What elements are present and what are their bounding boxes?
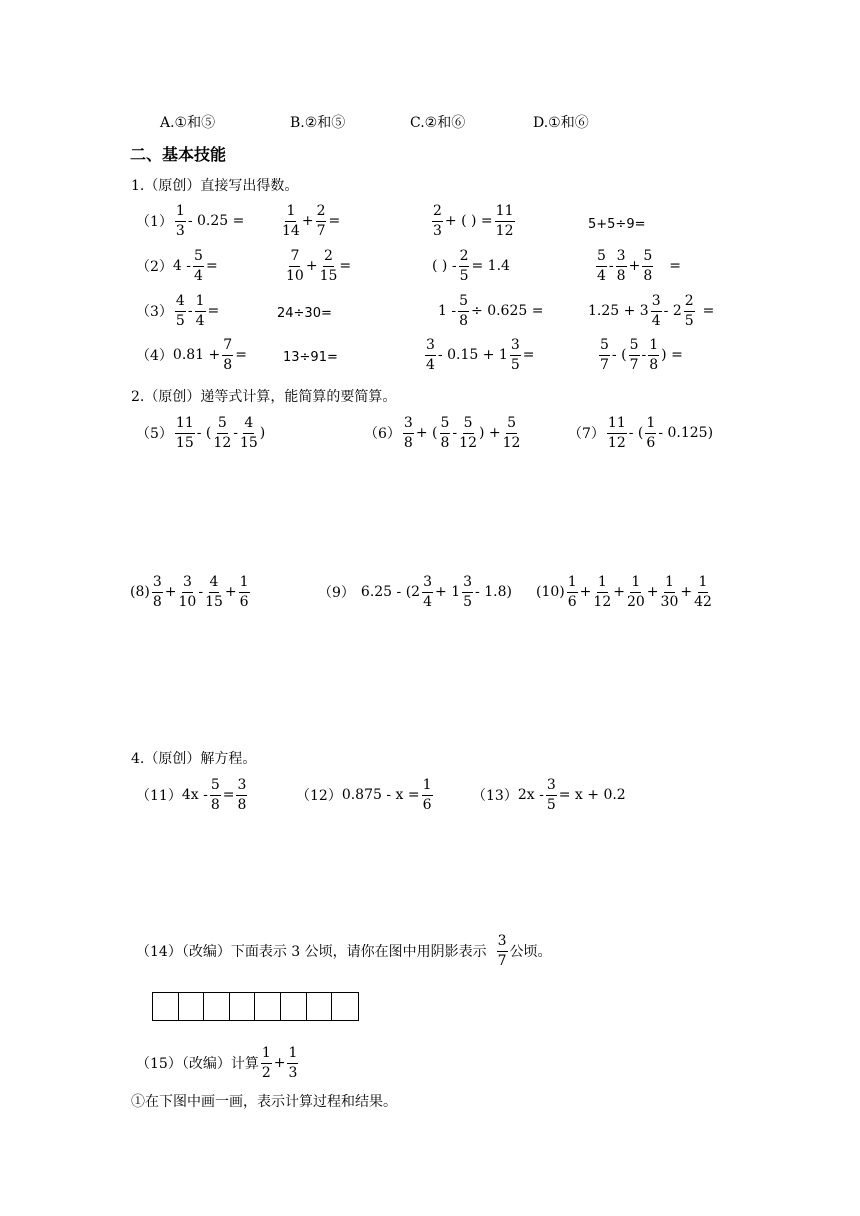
item-label: （13）: [472, 788, 518, 805]
denominator: 30: [660, 593, 679, 610]
expr-text: -: [452, 425, 458, 442]
fraction: [462, 575, 473, 609]
item-label: (8): [130, 584, 150, 601]
denominator: 5: [175, 312, 185, 329]
fraction: [205, 575, 223, 609]
problem-8: [130, 575, 252, 609]
fraction: [175, 204, 186, 238]
expr-text: - (: [628, 425, 644, 442]
numerator: 4: [175, 294, 186, 312]
q1-row3-item1: [136, 294, 219, 328]
fraction: [236, 778, 247, 812]
item-label: （9）: [318, 585, 355, 602]
expr-text: +: [301, 213, 314, 230]
expr-text: ): [259, 425, 266, 442]
denominator: 12: [502, 434, 521, 451]
grid-cell[interactable]: [179, 993, 205, 1020]
denominator: 8: [223, 356, 233, 373]
problem-6: [364, 416, 522, 450]
q1-row4-item3: [423, 338, 534, 372]
expr-text: =: [328, 213, 341, 230]
grid-cell[interactable]: [230, 993, 256, 1020]
denominator: 14: [282, 222, 300, 239]
numerator: 3: [497, 934, 508, 952]
expr-text: 0.81 +: [172, 347, 221, 364]
expr-text: -: [233, 425, 238, 442]
fraction: [316, 204, 327, 238]
fraction: [422, 778, 433, 812]
q1-row3-item3: [438, 294, 543, 328]
q1-row4-item1: [136, 338, 247, 372]
expr-text: 1.25 + 3: [588, 303, 649, 320]
numerator: 1: [567, 575, 578, 593]
expr-text: =: [522, 347, 535, 364]
q2-title: 2.（原创）递等式计算，能简算的要简算。: [131, 389, 397, 405]
fraction: [495, 204, 515, 238]
fraction: [210, 778, 221, 812]
expr-text: 4x -: [181, 787, 208, 804]
denominator: 3: [433, 222, 442, 239]
denominator: 4: [651, 312, 661, 329]
numerator: 1: [261, 1046, 272, 1064]
expr-text: +: [224, 584, 237, 601]
numerator: 3: [236, 778, 247, 796]
q1-row1-item4: 5+5÷9=: [588, 217, 646, 232]
expr-text: =: [222, 787, 235, 804]
fraction: [459, 416, 477, 450]
numerator: 5: [210, 778, 221, 796]
expr-text: ) +: [478, 425, 501, 442]
item-label: （1）: [136, 214, 173, 231]
fraction: [648, 338, 659, 372]
expr-text: -: [198, 584, 204, 601]
fraction: [607, 416, 627, 450]
q1-row2-item2: [284, 249, 351, 283]
numerator: 3: [510, 338, 521, 356]
expr-text: 2x -: [517, 787, 544, 804]
q1-row2-item3: [432, 249, 510, 283]
denominator: 4: [195, 312, 205, 329]
numerator: 1: [287, 1046, 298, 1064]
problem-text: （14）（改编）下面表示 3 公顷，请你在图中用阴影表示: [136, 944, 487, 961]
numerator: 7: [222, 338, 233, 356]
q1-row3-item4: [588, 294, 714, 328]
denominator: 15: [239, 434, 258, 451]
denominator: 5: [463, 593, 473, 610]
fraction: [510, 338, 521, 372]
numerator: 2: [684, 294, 695, 312]
numerator: 2: [316, 204, 327, 222]
expr-text: 6.25 - (2: [360, 584, 421, 601]
expr-text: +: [613, 584, 625, 601]
fraction: [645, 416, 656, 450]
expr-text: =: [339, 258, 352, 275]
expr-text: 0.875 - x =: [341, 787, 420, 804]
denominator: 7: [316, 222, 326, 239]
expr-text: = 1.4: [471, 258, 510, 275]
problem-13: [472, 778, 626, 812]
numerator: 1: [630, 575, 641, 593]
denominator: 10: [178, 593, 197, 610]
fraction: [261, 1046, 272, 1080]
fraction: [596, 249, 607, 283]
fraction: [175, 294, 186, 328]
fraction: [240, 416, 258, 450]
denominator: 7: [497, 952, 507, 969]
choice-a: A.①和⑤: [160, 115, 216, 131]
fraction: [684, 294, 695, 328]
numerator: 1: [239, 575, 250, 593]
denominator: 8: [237, 796, 247, 813]
fraction: [503, 416, 521, 450]
expr-text: -: [641, 347, 647, 364]
numerator: 5: [642, 249, 653, 267]
numerator: 5: [458, 294, 469, 312]
item-label: （11）: [136, 788, 182, 805]
denominator: 20: [626, 593, 645, 610]
expr-text: -: [187, 303, 193, 320]
fraction: [239, 575, 250, 609]
q15-instruction: ①在下图中画一画，表示计算过程和结果。: [131, 1094, 397, 1110]
expr-text: + ( ) =: [444, 213, 493, 230]
expr-text: +: [628, 258, 641, 275]
fraction: [694, 575, 712, 609]
q1-row1-item3: [430, 204, 517, 238]
q1-row1-item1: [136, 204, 244, 238]
fraction: [175, 416, 195, 450]
problem-5: [136, 416, 265, 450]
expr-text: - 1.8): [475, 584, 512, 601]
expr-text: ÷ 0.625 =: [471, 303, 544, 320]
expr-text: + 1: [435, 584, 461, 601]
grid-cell[interactable]: [204, 993, 230, 1020]
denominator: 8: [459, 312, 469, 329]
denominator: 8: [649, 356, 659, 373]
grid-cell[interactable]: [255, 993, 281, 1020]
expr-text: =: [235, 347, 247, 364]
q1-row1-item2: [280, 204, 340, 238]
expr-text: - 2: [663, 303, 682, 320]
expr-text: = x + 0.2: [558, 787, 626, 804]
denominator: 12: [495, 222, 514, 239]
numerator: 5: [440, 416, 451, 434]
denominator: 12: [213, 434, 232, 451]
numerator: 2: [459, 249, 470, 267]
numerator: 2: [432, 204, 443, 222]
denominator: 8: [210, 796, 220, 813]
denominator: 7: [629, 356, 639, 373]
q1-row2-item1: [136, 249, 218, 283]
numerator: 5: [506, 416, 517, 434]
expr-text: +: [680, 584, 693, 601]
fraction: [546, 778, 557, 812]
grid-cell[interactable]: [332, 993, 358, 1020]
fraction: [432, 204, 443, 238]
expr-text: =: [205, 258, 218, 275]
expr-text: =: [207, 303, 220, 320]
denominator: 5: [459, 267, 469, 284]
fraction: [459, 249, 470, 283]
fraction: [458, 294, 469, 328]
fraction: [213, 416, 231, 450]
fraction: [320, 249, 338, 283]
denominator: 12: [607, 434, 626, 451]
denominator: 15: [175, 434, 194, 451]
expr-text: +: [646, 584, 659, 601]
fraction: [651, 294, 662, 328]
fraction: [179, 575, 197, 609]
expr-text: ) =: [661, 347, 683, 364]
numerator: 11: [175, 416, 195, 434]
numerator: 1: [597, 575, 608, 593]
denominator: 8: [403, 434, 413, 451]
fraction: [403, 416, 414, 450]
numerator: 3: [422, 575, 433, 593]
numerator: 3: [182, 575, 193, 593]
fraction: [616, 249, 627, 283]
expr-text: - 0.25 =: [187, 213, 245, 230]
denominator: 12: [459, 434, 477, 451]
numerator: 3: [651, 294, 662, 312]
denominator: 4: [426, 356, 435, 373]
expr-text: +: [579, 584, 592, 601]
choice-d: D.①和⑥: [533, 115, 589, 131]
problem-10: [536, 575, 714, 609]
denominator: 4: [597, 267, 606, 284]
denominator: 5: [510, 356, 520, 373]
denominator: 8: [440, 434, 450, 451]
denominator: 6: [567, 593, 577, 610]
fraction: [599, 338, 610, 372]
denominator: 3: [175, 222, 185, 239]
expr-text: - 0.125): [658, 425, 714, 442]
fraction: [627, 575, 645, 609]
denominator: 4: [194, 267, 203, 284]
section-title: 二、基本技能: [130, 145, 227, 164]
denominator: 5: [546, 796, 556, 813]
problem-12: [296, 778, 435, 812]
denominator: 8: [616, 267, 626, 284]
numerator: 5: [217, 416, 228, 434]
problem-text: 公顷。: [509, 944, 552, 961]
expr-text: -: [608, 258, 614, 275]
expr-text: +: [164, 584, 177, 601]
denominator: 15: [205, 593, 223, 610]
problem-15: [136, 1046, 300, 1080]
expr-text: - (: [611, 347, 627, 364]
numerator: 4: [209, 575, 220, 593]
fraction: [425, 338, 436, 372]
item-label: (10): [536, 584, 565, 601]
numerator: 5: [463, 416, 474, 434]
numerator: 1: [422, 778, 433, 796]
expr-text: - (: [196, 425, 212, 442]
q1-row3-item2: 24÷30=: [277, 306, 332, 321]
denominator: 3: [288, 1064, 298, 1081]
denominator: 4: [423, 593, 433, 610]
expr-text: ( ) -: [432, 258, 457, 275]
fraction: [629, 338, 640, 372]
numerator: 3: [462, 575, 473, 593]
expr-text: +: [305, 258, 318, 275]
expr-text: +: [273, 1055, 286, 1072]
denominator: 5: [684, 312, 694, 329]
q1-title: 1.（原创）直接写出得数。: [131, 178, 299, 194]
expr-text: 4 -: [172, 258, 192, 275]
numerator: 4: [243, 416, 254, 434]
choice-c: C.②和⑥: [410, 115, 466, 131]
shading-grid[interactable]: [152, 992, 359, 1021]
numerator: 3: [152, 575, 163, 593]
denominator: 6: [239, 593, 249, 610]
fraction: [440, 416, 451, 450]
denominator: 8: [152, 593, 162, 610]
numerator: 3: [403, 416, 414, 434]
expr-text: 1 -: [438, 303, 457, 320]
fraction: [152, 575, 163, 609]
numerator: 5: [193, 249, 204, 267]
expr-text: + (: [415, 425, 438, 442]
item-label: （2）: [136, 259, 173, 276]
fraction: [282, 204, 300, 238]
numerator: 7: [289, 249, 300, 267]
denominator: 42: [694, 593, 712, 610]
fraction: [193, 249, 204, 283]
fraction: [642, 249, 653, 283]
item-label: （12）: [296, 788, 342, 805]
numerator: 1: [698, 575, 709, 593]
grid-cell[interactable]: [307, 993, 333, 1020]
expr-text: =: [702, 303, 715, 320]
numerator: 3: [546, 778, 557, 796]
problem-7: [568, 416, 713, 450]
problem-9: [318, 575, 512, 609]
denominator: 6: [422, 796, 432, 813]
denominator: 12: [593, 593, 612, 610]
expr-text: =: [669, 258, 681, 275]
numerator: 5: [629, 338, 640, 356]
numerator: 2: [323, 249, 334, 267]
fraction: [195, 294, 206, 328]
numerator: 11: [495, 204, 515, 222]
fraction: [286, 249, 304, 283]
denominator: 10: [286, 267, 304, 284]
numerator: 1: [175, 204, 186, 222]
fraction: [497, 934, 508, 968]
problem-11: [136, 778, 249, 812]
q1-row2-item4: [594, 249, 681, 283]
denominator: 2: [261, 1064, 271, 1081]
numerator: 1: [645, 416, 656, 434]
fraction: [593, 575, 611, 609]
item-label: （4）: [136, 348, 173, 365]
expr-text: - 0.15 + 1: [437, 347, 508, 364]
numerator: 3: [425, 338, 436, 356]
fraction: [287, 1046, 298, 1080]
numerator: 1: [664, 575, 675, 593]
q1-row4-item2: 13÷91=: [283, 350, 338, 365]
problem-14: [136, 934, 552, 968]
numerator: 1: [285, 204, 296, 222]
item-label: （7）: [568, 426, 605, 443]
grid-cell[interactable]: [281, 993, 307, 1020]
item-label: （5）: [136, 426, 173, 443]
fraction: [422, 575, 433, 609]
denominator: 6: [646, 434, 656, 451]
problem-text: （15）（改编）计算: [136, 1056, 259, 1073]
fraction: [661, 575, 679, 609]
fraction: [567, 575, 578, 609]
item-label: （3）: [136, 304, 173, 321]
q4-title: 4.（原创）解方程。: [131, 751, 257, 767]
denominator: 7: [600, 356, 609, 373]
denominator: 8: [643, 267, 653, 284]
choice-b: B.②和⑤: [290, 115, 346, 131]
grid-cell[interactable]: [153, 993, 179, 1020]
numerator: 11: [607, 416, 627, 434]
denominator: 15: [319, 267, 338, 284]
item-label: （6）: [364, 426, 401, 443]
q1-row4-item4: [597, 338, 683, 372]
numerator: 1: [648, 338, 659, 356]
numerator: 5: [596, 249, 607, 267]
numerator: 1: [195, 294, 206, 312]
numerator: 3: [616, 249, 627, 267]
numerator: 5: [599, 338, 610, 356]
fraction: [222, 338, 233, 372]
